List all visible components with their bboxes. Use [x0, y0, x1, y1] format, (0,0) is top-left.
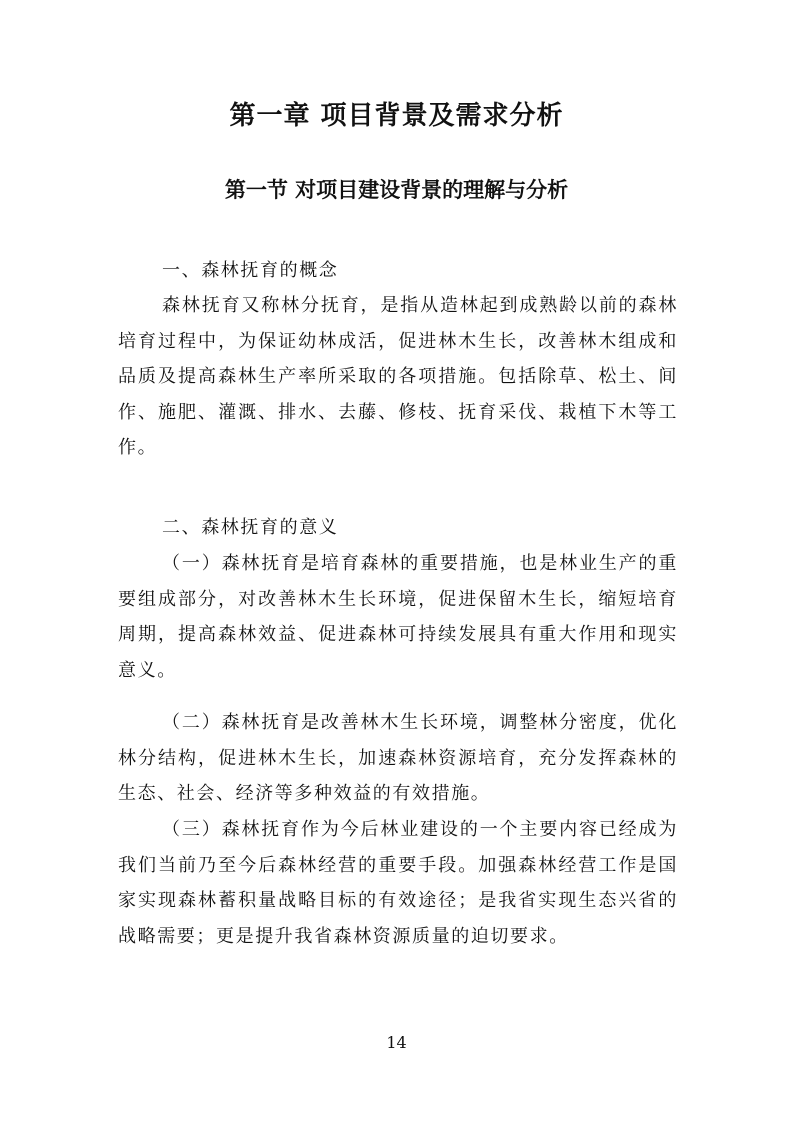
heading-concept: 一、森林抚育的概念 [162, 260, 339, 281]
paragraph-significance-2: （二）森林抚育是改善林木生长环境，调整林分密度，优化林分结构，促进林木生长，加速森林资源培育，充分发挥森林的生态、社会、经济等多种效益的有效措施。 [118, 712, 678, 804]
section-title: 第一节 对项目建设背景的理解与分析 [224, 178, 569, 202]
paragraph-concept: 森林抚育又称林分抚育，是指从造林起到成熟龄以前的森林培育过程中，为保证幼林成活，促进林木生长，改善林木组成和品质及提高森林生产率所采取的各项措施。包括除草、松土、间作、施肥、灌溉、排水、去藤、修枝、抚育采伐、栽植下木等工作。 [118, 295, 678, 458]
paragraph-significance-1: （一）森林抚育是培育森林的重要措施，也是林业生产的重要组成部分，对改善林木生长环境，促进保留木生长，缩短培育周期，提高森林效益、促进森林可持续发展具有重大作用和现实意义。 [118, 553, 678, 681]
paragraph-significance-3: （三）森林抚育作为今后林业建设的一个主要内容已经成为我们当前乃至今后森林经营的重要手段。加强森林经营工作是国家实现森林蓄积量战略目标的有效途径；是我省实现生态兴省的战略需要；更是提升我省森林资源质量的迫切要求。 [118, 819, 678, 947]
chapter-title: 第一章 项目背景及需求分析 [229, 101, 564, 131]
page-number: 14 [386, 1033, 407, 1052]
heading-significance: 二、森林抚育的意义 [162, 517, 339, 538]
